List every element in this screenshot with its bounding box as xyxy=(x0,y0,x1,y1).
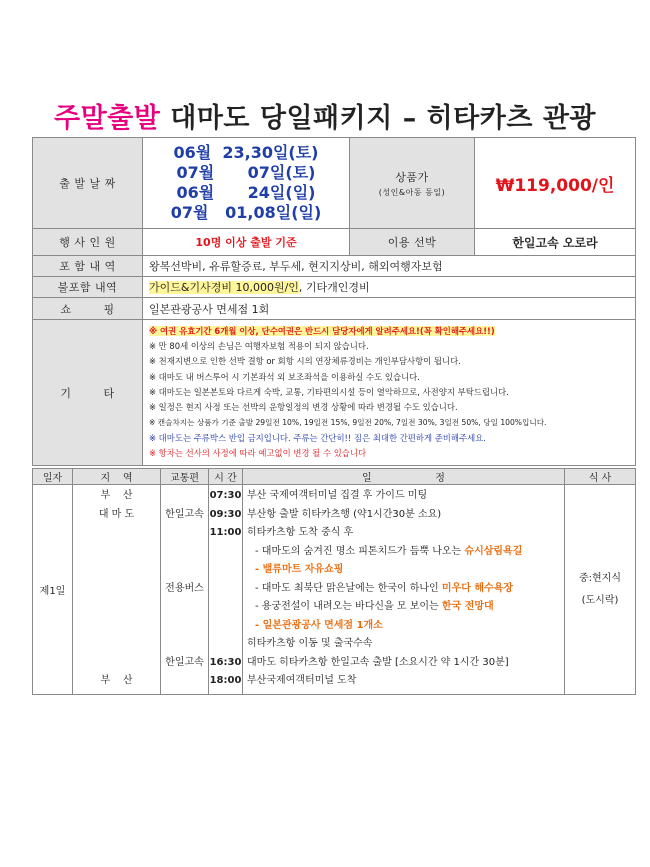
tour-staff-label: 행 사 인 원 xyxy=(33,229,143,256)
etc-note: ※ 대마도 내 버스투어 시 기본좌석 외 보조좌석을 이용하실 수도 있습니다. xyxy=(149,371,420,382)
itinerary-line: 히타카츠항 도착 중식 후 xyxy=(247,527,354,538)
price-label-cell xyxy=(350,138,475,229)
shopping-value: 일본관광공사 면세점 1회 xyxy=(143,298,636,320)
etc-note: ※ 대마도는 일본본토와 다르게 숙박, 교통, 기타편의시설 등이 열악하므로, 사전양지 부탁드립니다. xyxy=(149,386,509,397)
itinerary-column xyxy=(243,485,565,695)
region-column xyxy=(73,485,161,695)
excludes-highlight: 가이드&기사경비 10,000원/인 xyxy=(149,281,299,294)
etc-note: ※ 만 80세 이상의 손님은 여행자보험 적용이 되지 않습니다. xyxy=(149,341,369,352)
price-label: 상품가 xyxy=(395,170,429,184)
time-line: 07:30 xyxy=(209,490,242,501)
col-header-date: 일자 xyxy=(33,469,73,485)
region-line: 부 산 xyxy=(100,675,133,686)
ship-value: 한일고속 오로라 xyxy=(475,229,636,256)
itinerary-line: 히타카츠항 이동 및 출국수속 xyxy=(247,638,373,649)
date-line: 06월 24일(일) xyxy=(176,183,316,202)
time-line: 11:00 xyxy=(209,527,242,538)
departure-label: 출 발 날 짜 xyxy=(33,138,143,229)
col-header-time: 시 간 xyxy=(209,469,243,485)
itinerary-line: - 대마도 최북단 맑은날에는 한국이 하나인 미우다 해수욕장 xyxy=(255,582,514,594)
etc-note: ※ 캔슬차지는 상품가 기준 출발 29일전 10%, 19일전 15%, 9일전 20%, 7일전 30%, 3일전 50%, 당일 100%입니다. xyxy=(149,418,547,428)
title-highlight: 주말출발 xyxy=(54,103,161,134)
shopping-label: 쇼 핑 xyxy=(33,298,143,320)
itinerary-highlight: 슈시삼림욕길 xyxy=(464,545,523,557)
meal-line: 중:현지식 xyxy=(578,572,621,584)
date-line: 07월 07일(토) xyxy=(176,163,316,182)
col-header-transport: 교통편 xyxy=(161,469,209,485)
itinerary-line: - 대마도의 숨겨진 명소 피톤치드가 듬뿍 나오는 슈시삼림욕길 xyxy=(255,545,523,557)
itinerary-highlight: 미우다 해수욕장 xyxy=(441,582,514,594)
meal-cell xyxy=(565,485,636,695)
price-sublabel: (성인&아동 동일) xyxy=(378,187,446,197)
departure-dates xyxy=(143,138,350,229)
etc-label: 기 타 xyxy=(33,320,143,466)
date-line: 06월 23,30일(토) xyxy=(173,143,319,162)
itinerary-line: 부산항 출발 히타카츠행 (약1시간30분 소요) xyxy=(247,508,442,520)
meal-line: (도시락) xyxy=(581,594,619,606)
includes-label: 포 함 내 역 xyxy=(33,256,143,277)
ship-label: 이용 선박 xyxy=(350,229,475,256)
etc-notes xyxy=(143,320,636,466)
info-table xyxy=(32,137,636,466)
itinerary-highlight: 한국 전망대 xyxy=(441,601,494,612)
excludes-rest: , 기타개인경비 xyxy=(298,281,370,294)
date-line: 07월 01,08일(일) xyxy=(170,203,322,222)
transport-line: 전용버스 xyxy=(165,582,204,594)
itinerary-line: 대마도 히타카츠항 한일고속 출발 [소요시간 약 1시간 30분] xyxy=(247,656,509,668)
etc-note: ※ 대마도는 주류박스 반입 금지입니다. 주류는 간단히!! 짐은 최대한 간편하게 준비해주세요. xyxy=(149,432,486,443)
schedule-table xyxy=(32,468,636,695)
title-main: 대마도 당일패키지 – 히타카츠 관광 xyxy=(170,103,596,134)
transport-line: 한일고속 xyxy=(165,508,204,520)
col-header-meal: 식 사 xyxy=(565,469,636,485)
includes-value: 왕복선박비, 유류할증료, 부두세, 현지지상비, 해외여행자보험 xyxy=(143,256,636,277)
itinerary-line: - 일본관광공사 면세점 1개소 xyxy=(255,619,383,631)
itinerary-line: 부산국제여객터미널 도착 xyxy=(247,675,357,686)
time-line: 18:00 xyxy=(209,675,242,686)
time-line: 16:30 xyxy=(209,656,242,668)
etc-note: ※ 일정은 현지 사정 또는 선박의 운항일정의 변경 상황에 따라 변경될 수도 있습니다. xyxy=(149,402,458,413)
col-header-region: 지 역 xyxy=(73,469,161,485)
col-header-itinerary: 일 정 xyxy=(243,469,565,485)
itinerary-line: - 용궁전설이 내려오는 바다신을 모 보이는 한국 전망대 xyxy=(255,601,494,612)
price-value: ₩119,000/인 xyxy=(475,138,636,229)
day-cell: 제1일 xyxy=(33,485,73,695)
transport-line: 한일고속 xyxy=(165,656,204,668)
itinerary-line: - 밸류마트 자유쇼핑 xyxy=(255,564,344,575)
tour-staff-value: 10명 이상 출발 기준 xyxy=(143,229,350,256)
etc-note: ※ 항차는 선사의 사정에 따라 예고없이 변경 될 수 있습니다 xyxy=(149,447,367,458)
itinerary-line: 부산 국제여객터미널 집결 후 가이드 미팅 xyxy=(247,490,428,501)
region-line: 부 산 xyxy=(100,490,133,501)
etc-note: ※ 천재지변으로 인한 선박 결항 or 회항 시의 연장체류경비는 개인부담사항이 됩니다. xyxy=(149,356,461,367)
time-line: 09:30 xyxy=(209,508,242,520)
excludes-value xyxy=(143,277,636,298)
time-column xyxy=(209,485,243,695)
transport-column xyxy=(161,485,209,695)
excludes-label: 불포함 내역 xyxy=(33,277,143,298)
page-title xyxy=(0,96,650,135)
etc-note: ※ 여권 유효기간 6개월 이상, 단수여권은 반드시 담당자에게 알려주세요!(꼭 확인해주세요!!) xyxy=(149,326,495,337)
region-line: 대 마 도 xyxy=(98,508,135,520)
